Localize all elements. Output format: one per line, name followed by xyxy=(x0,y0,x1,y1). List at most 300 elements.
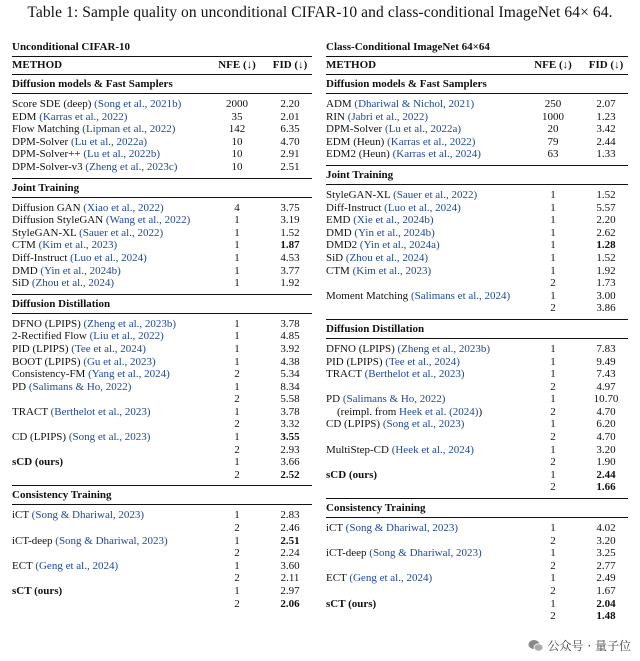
header-method: METHOD xyxy=(326,59,377,71)
method-name: Diffusion StyleGAN xyxy=(12,214,106,227)
fid-cell: 1.23 xyxy=(596,110,616,123)
fid-cell: 3.42 xyxy=(596,123,616,136)
table-row xyxy=(12,136,312,149)
method-name: PID (LPIPS) xyxy=(12,342,72,355)
nfe-cell: 1 xyxy=(550,443,556,456)
nfe-cell: 1000 xyxy=(542,110,564,123)
nfe-cell: 1 xyxy=(234,264,240,277)
table-row xyxy=(12,444,312,457)
method-cell xyxy=(326,202,522,215)
fid-cell: 3.32 xyxy=(280,418,300,431)
table-row xyxy=(12,277,312,290)
citation: (Song et al., 2023) xyxy=(382,418,465,431)
table-row xyxy=(12,509,312,522)
table-row xyxy=(326,148,628,161)
nfe-cell: 1 xyxy=(234,330,240,343)
method-name: sCT (ours) xyxy=(326,597,377,610)
method-cell xyxy=(326,368,522,381)
citation: (Karras et al., 2022) xyxy=(39,110,128,123)
method-name: EMD xyxy=(326,214,354,227)
method-cell xyxy=(12,318,206,331)
table-row xyxy=(12,469,312,482)
method-name: DPM-Solver++ xyxy=(12,148,84,161)
fid-cell: 2.04 xyxy=(596,597,616,610)
method-cell xyxy=(326,572,522,585)
fid-cell: 2.44 xyxy=(596,135,616,148)
citation: (Zheng et al., 2023b) xyxy=(83,317,177,330)
table-row xyxy=(12,393,312,406)
table-row xyxy=(326,610,628,623)
nfe-cell: 2 xyxy=(550,456,556,469)
nfe-cell: 10 xyxy=(231,135,243,148)
nfe-cell: 1 xyxy=(234,405,240,418)
nfe-cell: 20 xyxy=(547,123,559,136)
nfe-cell: 1 xyxy=(234,317,240,330)
method-cell xyxy=(12,381,206,394)
section-header: Diffusion models & Fast Samplers xyxy=(326,75,628,94)
table-row xyxy=(326,560,628,573)
method-name: DMD2 xyxy=(326,239,360,252)
fid-cell: 2.97 xyxy=(280,585,300,597)
nfe-cell: 1 xyxy=(234,251,240,264)
nfe-cell: 1 xyxy=(550,251,556,264)
fid-cell: 2.62 xyxy=(596,226,616,239)
header-nfe: NFE (↓) xyxy=(218,59,256,71)
method-cell xyxy=(326,444,522,457)
nfe-cell: 2 xyxy=(550,302,556,315)
table-row xyxy=(12,148,312,161)
fid-cell: 4.70 xyxy=(596,431,616,444)
fid-cell: 2.83 xyxy=(280,509,300,522)
fid-cell: 1.52 xyxy=(596,188,616,201)
nfe-cell: 2 xyxy=(234,368,240,381)
nfe-cell: 2 xyxy=(234,572,240,585)
nfe-cell: 1 xyxy=(550,393,556,406)
nfe-cell: 1 xyxy=(234,277,240,290)
method-cell xyxy=(12,343,206,356)
fid-cell: 5.57 xyxy=(596,201,616,214)
citation: (Yang et al., 2024) xyxy=(88,368,170,381)
method-cell xyxy=(326,469,522,482)
method-cell xyxy=(326,393,522,406)
method-name: sCT (ours) xyxy=(12,585,63,597)
citation: (Berthelot et al., 2023) xyxy=(364,368,465,381)
method-name: (reimpl. from xyxy=(326,405,400,418)
method-name: DPM-Solver-v3 xyxy=(12,160,86,173)
nfe-cell: 2 xyxy=(234,547,240,560)
nfe-cell: 1 xyxy=(550,201,556,214)
nfe-cell: 1 xyxy=(550,342,556,355)
section-header: Diffusion Distillation xyxy=(326,319,628,339)
section-gap xyxy=(12,610,312,614)
method-cell xyxy=(12,535,206,548)
method-cell xyxy=(326,265,522,278)
method-cell xyxy=(12,252,206,265)
nfe-cell: 1 xyxy=(550,289,556,302)
citation: (Tee et al., 2024) xyxy=(71,342,146,355)
method-cell xyxy=(12,431,206,444)
method-name: SiD xyxy=(326,251,346,264)
fid-cell: 3.25 xyxy=(596,547,616,560)
fid-cell: 2.51 xyxy=(280,160,300,173)
method-cell xyxy=(12,572,206,585)
table-row xyxy=(12,431,312,444)
fid-cell: 4.70 xyxy=(596,405,616,418)
citation: (Song & Dhariwal, 2023) xyxy=(345,522,459,535)
citation: (Song et al., 2021b) xyxy=(94,98,182,110)
nfe-cell: 1 xyxy=(550,418,556,431)
nfe-cell: 2 xyxy=(550,405,556,418)
citation: (Yin et al., 2024a) xyxy=(359,239,440,252)
method-name: Consistency-FM xyxy=(12,368,89,381)
fid-cell: 3.20 xyxy=(596,534,616,547)
fid-cell: 2.52 xyxy=(280,468,300,481)
section-header: Joint Training xyxy=(12,178,312,198)
nfe-cell: 1 xyxy=(234,534,240,547)
method-cell xyxy=(12,393,206,406)
citation: (Yin et al., 2024b) xyxy=(40,264,121,277)
method-cell xyxy=(12,456,206,469)
citation: (Luo et al., 2024) xyxy=(70,251,147,264)
method-cell xyxy=(326,189,522,202)
table-row xyxy=(326,381,628,394)
fid-cell: 2.20 xyxy=(280,98,300,110)
fid-cell: 3.77 xyxy=(280,264,300,277)
nfe-cell: 1 xyxy=(234,431,240,444)
header-fid: FID (↓) xyxy=(272,59,308,71)
table-row xyxy=(326,98,628,111)
method-name: iCT-deep xyxy=(12,534,56,547)
method-name: iCT xyxy=(326,522,346,535)
method-name: CD (LPIPS) xyxy=(326,418,383,431)
nfe-cell: 2 xyxy=(234,393,240,406)
fid-cell: 3.75 xyxy=(280,201,300,214)
fid-cell: 3.78 xyxy=(280,317,300,330)
method-cell xyxy=(12,560,206,573)
method-cell xyxy=(326,277,522,290)
citation: (Song & Dhariwal, 2023) xyxy=(31,509,145,522)
table-row xyxy=(12,161,312,174)
citation: (Lipman et al., 2022) xyxy=(82,123,176,136)
citation: (Geng et al., 2024) xyxy=(349,572,433,585)
citation: (Kim et al., 2023) xyxy=(352,264,432,277)
method-cell xyxy=(326,123,522,136)
table-row xyxy=(12,356,312,369)
fid-cell: 2.07 xyxy=(596,98,616,110)
fid-cell: 2.46 xyxy=(280,522,300,535)
method-cell xyxy=(326,239,522,252)
method-cell xyxy=(12,406,206,419)
method-name: Diff-Instruct xyxy=(326,201,385,214)
method-cell xyxy=(326,148,522,161)
table-row xyxy=(326,456,628,469)
table-row xyxy=(12,585,312,598)
fid-cell: 2.01 xyxy=(280,110,300,123)
fid-cell: 3.00 xyxy=(596,289,616,302)
fid-cell: 1.48 xyxy=(596,610,616,623)
table-row xyxy=(12,227,312,240)
table-row xyxy=(326,214,628,227)
table-row xyxy=(12,202,312,215)
nfe-cell: 10 xyxy=(231,160,243,173)
nfe-cell: 1 xyxy=(234,226,240,239)
nfe-cell: 2 xyxy=(550,534,556,547)
table-row xyxy=(12,98,312,111)
nfe-cell: 35 xyxy=(231,110,243,123)
table-row xyxy=(12,239,312,252)
fid-cell: 3.78 xyxy=(280,405,300,418)
method-cell xyxy=(326,547,522,560)
nfe-cell: 79 xyxy=(547,135,559,148)
fid-cell: 1.87 xyxy=(280,239,300,252)
table-row xyxy=(326,239,628,252)
method-name: RIN xyxy=(326,110,348,123)
fid-cell: 4.02 xyxy=(596,522,616,535)
fid-cell: 2.91 xyxy=(280,148,300,161)
fid-cell: 2.77 xyxy=(596,559,616,572)
nfe-cell: 10 xyxy=(231,148,243,161)
fid-cell: 2.06 xyxy=(280,597,300,610)
wechat-icon xyxy=(528,639,544,653)
table-row xyxy=(12,572,312,585)
method-name: DPM-Solver xyxy=(12,135,71,148)
method-cell xyxy=(326,610,522,623)
method-cell xyxy=(12,444,206,457)
method-cell xyxy=(12,547,206,560)
method-cell xyxy=(326,381,522,394)
table-row xyxy=(326,598,628,611)
table-row xyxy=(326,356,628,369)
citation: (Lu et al., 2022b) xyxy=(83,148,161,161)
nfe-cell: 2 xyxy=(234,468,240,481)
nfe-cell: 1 xyxy=(234,585,240,597)
fid-cell: 1.90 xyxy=(596,456,616,469)
nfe-cell: 1 xyxy=(550,522,556,535)
table-row xyxy=(12,330,312,343)
method-name: Score SDE (deep) xyxy=(12,98,95,110)
fid-cell: 1.28 xyxy=(596,239,616,252)
method-name: Moment Matching xyxy=(326,289,411,302)
method-cell xyxy=(326,418,522,431)
table-row xyxy=(326,444,628,457)
table-row xyxy=(12,214,312,227)
fid-cell: 3.60 xyxy=(280,559,300,572)
table-row xyxy=(326,547,628,560)
fid-cell: 3.66 xyxy=(280,456,300,469)
table-row xyxy=(326,522,628,535)
fid-cell: 4.38 xyxy=(280,355,300,368)
table-row xyxy=(326,202,628,215)
method-name: Diff-Instruct xyxy=(12,251,71,264)
method-name: CTM xyxy=(12,239,39,252)
nfe-cell: 1 xyxy=(550,547,556,560)
citation: (Geng et al., 2024) xyxy=(35,559,119,572)
table-row xyxy=(12,456,312,469)
method-name: StyleGAN-XL xyxy=(326,188,394,201)
fid-cell: 2.24 xyxy=(280,547,300,560)
table-row xyxy=(326,368,628,381)
method-name: iCT-deep xyxy=(326,547,370,560)
method-cell xyxy=(326,343,522,356)
method-cell xyxy=(326,481,522,494)
table-row xyxy=(12,265,312,278)
method-cell xyxy=(326,585,522,598)
section-header: Consistency Training xyxy=(326,498,628,518)
citation: (Xiao et al., 2022) xyxy=(83,201,164,214)
nfe-cell: 1 xyxy=(234,509,240,522)
panel-title: Class-Conditional ImageNet 64×64 xyxy=(326,41,490,53)
table-row xyxy=(12,522,312,535)
fid-cell: 9.49 xyxy=(596,355,616,368)
table-row xyxy=(326,227,628,240)
method-cell xyxy=(12,368,206,381)
method-cell xyxy=(12,239,206,252)
method-cell xyxy=(12,214,206,227)
table-row xyxy=(326,393,628,406)
table-row xyxy=(326,265,628,278)
fid-cell: 2.51 xyxy=(280,534,300,547)
citation: (Song et al., 2023) xyxy=(68,431,151,444)
table-row xyxy=(326,302,628,315)
section-gap xyxy=(326,623,628,627)
method-name: CD (LPIPS) xyxy=(12,431,69,444)
method-cell xyxy=(326,522,522,535)
table-row xyxy=(326,136,628,149)
method-cell xyxy=(12,277,206,290)
nfe-cell: 1 xyxy=(234,380,240,393)
table-row xyxy=(326,535,628,548)
fid-cell: 3.20 xyxy=(596,443,616,456)
fid-cell: 6.20 xyxy=(596,418,616,431)
fid-cell: 4.85 xyxy=(280,330,300,343)
method-cell xyxy=(326,302,522,315)
method-cell xyxy=(12,227,206,240)
method-name: PD xyxy=(326,393,343,406)
method-cell xyxy=(326,431,522,444)
method-name: Diffusion GAN xyxy=(12,201,84,214)
citation: (Lu et al., 2022a) xyxy=(70,135,148,148)
method-name: TRACT xyxy=(12,405,51,418)
table-row xyxy=(326,343,628,356)
method-cell xyxy=(326,252,522,265)
nfe-cell: 1 xyxy=(550,214,556,227)
method-name: ADM xyxy=(326,98,355,110)
table-row xyxy=(326,406,628,419)
method-name: iCT xyxy=(12,509,32,522)
method-name: 2-Rectified Flow xyxy=(12,330,90,343)
fid-cell: 3.19 xyxy=(280,214,300,227)
fid-cell: 1.52 xyxy=(596,251,616,264)
citation: (Liu et al., 2022) xyxy=(89,330,164,343)
citation: (Karras et al., 2024) xyxy=(392,148,481,161)
nfe-cell: 250 xyxy=(544,98,562,110)
watermark xyxy=(525,636,634,655)
method-cell xyxy=(12,123,206,136)
fid-cell: 3.92 xyxy=(280,342,300,355)
method-name: DFNO (LPIPS) xyxy=(326,342,398,355)
method-cell xyxy=(12,136,206,149)
citation: (Yin et al., 2024b) xyxy=(354,226,435,239)
table-row xyxy=(12,598,312,611)
table-row xyxy=(12,535,312,548)
method-cell xyxy=(12,418,206,431)
nfe-cell: 1 xyxy=(550,188,556,201)
nfe-cell: 4 xyxy=(234,201,240,214)
method-name: BOOT (LPIPS) xyxy=(12,355,84,368)
section-header: Joint Training xyxy=(326,165,628,185)
citation: (Jabri et al., 2022) xyxy=(347,110,429,123)
method-cell xyxy=(12,356,206,369)
table-row xyxy=(326,252,628,265)
nfe-cell: 1 xyxy=(550,226,556,239)
method-cell xyxy=(12,469,206,482)
method-name: MultiStep-CD xyxy=(326,443,392,456)
nfe-cell: 1 xyxy=(234,559,240,572)
table-row xyxy=(12,343,312,356)
citation: Heek et al. (2024) xyxy=(399,405,479,418)
citation: (Salimans & Ho, 2022) xyxy=(342,393,446,406)
fid-cell: 2.93 xyxy=(280,443,300,456)
method-cell xyxy=(12,522,206,535)
table-caption: Table 1: Sample quality on unconditional CIFAR-10 and class-conditional ImageNet 64× 64. xyxy=(27,4,613,21)
method-cell xyxy=(12,161,206,174)
method-suffix: ) xyxy=(478,405,483,418)
fid-cell: 2.49 xyxy=(596,572,616,585)
citation: (Dhariwal & Nichol, 2021) xyxy=(354,98,475,110)
fid-cell: 5.58 xyxy=(280,393,300,406)
fid-cell: 1.66 xyxy=(596,481,616,494)
nfe-cell: 2 xyxy=(550,559,556,572)
method-name: PID (LPIPS) xyxy=(326,355,386,368)
method-cell xyxy=(326,136,522,149)
nfe-cell: 2 xyxy=(550,277,556,290)
fid-cell: 7.83 xyxy=(596,342,616,355)
fid-cell: 2.44 xyxy=(596,468,616,481)
fid-cell: 1.73 xyxy=(596,277,616,290)
nfe-cell: 1 xyxy=(550,264,556,277)
table-row xyxy=(12,381,312,394)
fid-cell: 8.34 xyxy=(280,380,300,393)
table-row xyxy=(12,406,312,419)
fid-cell: 2.11 xyxy=(280,572,300,585)
citation: (Karras et al., 2022) xyxy=(387,135,476,148)
nfe-cell: 1 xyxy=(234,342,240,355)
header-method: METHOD xyxy=(12,59,63,71)
fid-cell: 5.34 xyxy=(280,368,300,381)
method-cell xyxy=(12,598,206,611)
table-row xyxy=(12,560,312,573)
nfe-cell: 1 xyxy=(234,214,240,227)
method-cell xyxy=(326,456,522,469)
nfe-cell: 2 xyxy=(550,431,556,444)
method-cell xyxy=(326,290,522,303)
header-row xyxy=(12,57,312,75)
nfe-cell: 2 xyxy=(234,418,240,431)
citation: (Sauer et al., 2022) xyxy=(393,188,478,201)
method-cell xyxy=(12,265,206,278)
panel-title: Unconditional CIFAR-10 xyxy=(12,41,131,53)
section-header: Diffusion Distillation xyxy=(12,294,312,314)
table-row xyxy=(326,111,628,124)
header-row xyxy=(326,57,628,75)
table-row xyxy=(12,547,312,560)
fid-cell: 1.52 xyxy=(280,226,300,239)
citation: (Lu et al., 2022a) xyxy=(384,123,462,136)
method-name: sCD (ours) xyxy=(326,468,378,481)
table-row xyxy=(326,290,628,303)
fid-cell: 6.35 xyxy=(280,123,300,136)
fid-cell: 2.20 xyxy=(596,214,616,227)
